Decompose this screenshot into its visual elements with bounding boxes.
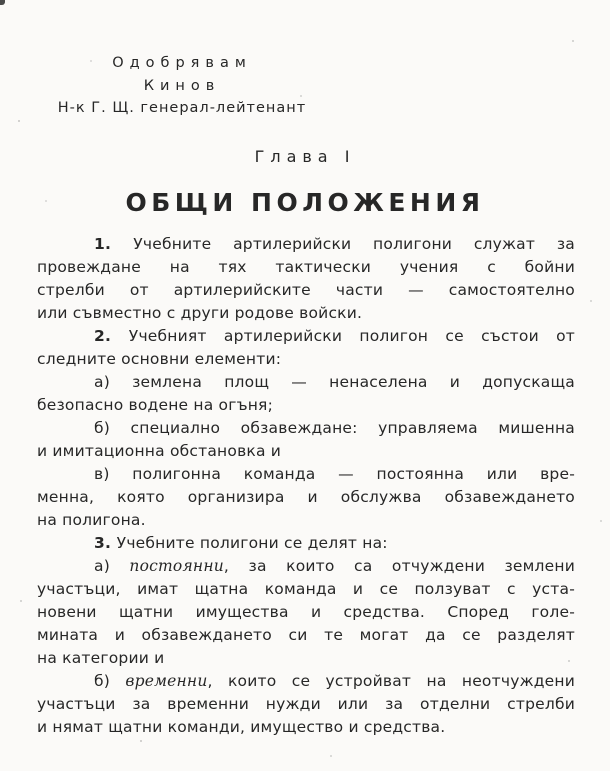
text-segment: следните основни елементи: <box>37 349 282 368</box>
text-line <box>37 486 575 509</box>
text-segment: б) специално обзавеждане: управляема мишенна <box>94 418 575 437</box>
text-segment: провеждане на тях тактически учения с бойни <box>37 257 575 276</box>
text-segment: безопасно водене на огъня; <box>37 395 274 414</box>
text-segment: мината и обзавеждането си те могат да се разделят <box>37 625 575 644</box>
text-line <box>37 394 575 417</box>
text-line <box>37 440 575 463</box>
approval-signer-title: Н-к Г. Щ. генерал-лейтенант <box>57 100 307 116</box>
text-line <box>37 693 575 716</box>
text-segment: а) <box>94 556 130 575</box>
text-segment: участъци за временни нужди или за отделни стрелби <box>37 694 575 713</box>
text-segment: стрелби от артилерийските части — самостоятелно <box>37 280 575 299</box>
text-segment: участъци, имат щатна команда и се ползуват с уста- <box>37 579 575 598</box>
approval-block <box>47 0 317 120</box>
text-segment: б) <box>94 671 126 690</box>
text-line <box>37 624 575 647</box>
item-number: 1. <box>94 234 134 253</box>
text-line <box>37 578 575 601</box>
text-line <box>37 256 575 279</box>
text-segment: Учебният артилерийски полигон се състои от <box>128 326 575 345</box>
text-line <box>37 555 575 578</box>
text-segment: или съвместно с други родове войски. <box>37 303 363 322</box>
text-segment: , за които са отчуждени землени <box>223 556 575 575</box>
text-line <box>37 279 575 302</box>
approval-signature-name: Кинов <box>143 77 221 94</box>
item-number: 3. <box>94 533 117 552</box>
text-segment: на полигона. <box>37 510 146 529</box>
section-heading: ОБЩИ ПОЛОЖЕНИЯ <box>125 187 485 217</box>
text-segment: менна, която организира и обслужва обзавеждането <box>37 487 575 506</box>
text-segment: Учебните полигони се делят на: <box>116 533 388 552</box>
text-line <box>37 532 575 555</box>
text-segment: а) землена площ — ненаселена и допускаща <box>94 372 575 391</box>
text-line <box>37 233 575 256</box>
text-line <box>37 670 575 693</box>
text-segment: Учебните артилерийски полигони служат за <box>133 234 575 253</box>
text-line <box>37 647 575 670</box>
text-line <box>37 509 575 532</box>
text-line <box>37 348 575 371</box>
text-segment: новени щатни имущества и средства. Според голе- <box>37 602 575 621</box>
item-number: 2. <box>94 326 129 345</box>
text-line <box>37 325 575 348</box>
italic-term: временни <box>125 671 208 690</box>
text-line <box>37 463 575 486</box>
text-segment: и имитационна обстановка и <box>37 441 282 460</box>
text-line <box>37 371 575 394</box>
text-line <box>37 601 575 624</box>
text-segment: на категории и <box>37 648 165 667</box>
text-line <box>37 417 575 440</box>
text-segment: в) полигонна команда — постоянна или вре- <box>94 464 575 483</box>
corner-mark <box>0 0 5 5</box>
text-line <box>37 716 575 739</box>
italic-term: постоянни <box>129 556 224 575</box>
text-segment: , които се устройват на неотчуждени <box>207 671 575 690</box>
document-body <box>37 233 575 739</box>
approval-word: Одобрявам <box>112 55 252 71</box>
chapter-title: Глава I <box>254 146 356 166</box>
text-line <box>37 302 575 325</box>
text-segment: и нямат щатни команди, имущество и средства. <box>37 717 446 736</box>
